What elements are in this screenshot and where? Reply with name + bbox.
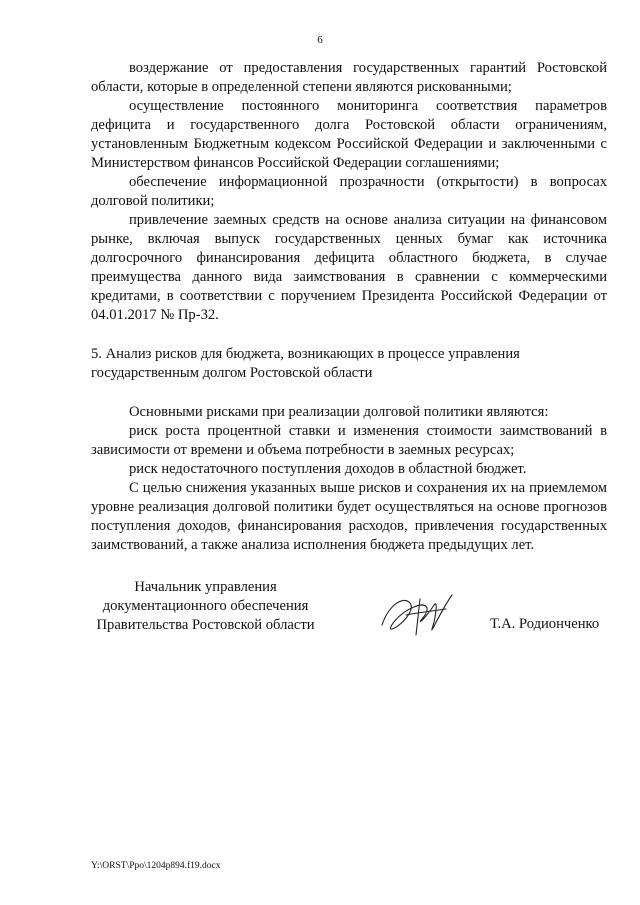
paragraph-monitoring: осуществление постоянного мониторинга соответствия параметров дефицита и государственного долга Ростовской области ограничениям, установленным Бюджетным кодексом Российской Федерации и заключенными с Министерством финансов Российской Федерации соглашениями; [91,98,607,171]
file-path: Y:\ORST\Ppo\1204p894.f19.docx [91,861,221,871]
page-number: 6 [317,34,323,46]
paragraph-main-risks: Основными рисками при реализации долговой политики являются: [129,404,549,420]
signatory-title [91,578,320,635]
document-body [91,59,607,555]
paragraph-mitigation: С целью снижения указанных выше рисков и сохранения их на приемлемом уровне реализация долговой политики будет осуществляться на основе прогнозов поступления доходов, финансирования расходов, привлечения государственных заимствований, а также анализа исполнения бюджета предыдущих лет. [91,480,607,553]
signatory-title-line: Правительства Ростовской области [96,617,315,633]
section-heading-line: государственным долгом Ростовской области [91,365,373,381]
signer-name: Т.А. Родионченко [490,616,600,632]
paragraph-revenue-risk: риск недостаточного поступления доходов в областной бюджет. [129,461,527,477]
paragraph-interest-risk: риск роста процентной ставки и изменения стоимости заимствований в зависимости от времени и объема потребности в заемных ресурсах; [91,423,607,458]
paragraph-transparency: обеспечение информационной прозрачности (открытости) в вопросах долговой политики; [91,174,607,209]
signatory-title-line: Начальник управления [134,579,277,595]
signatory-title-line: документационного обеспечения [102,598,309,614]
section-heading-line: 5. Анализ рисков для бюджета, возникающих в процессе управления [91,346,520,362]
handwritten-signature [376,585,462,641]
section-heading [91,345,607,383]
paragraph-borrowing: привлечение заемных средств на основе анализа ситуации на финансовом рынке, включая выпуск государственных ценных бумаг как источника долгосрочного финансирования дефицита областного бюджета, в случае преимущества данного вида заимствования в сравнении с коммерческими кредитами, в соответствии с поручением Президента Российской Федерации от 04.01.2017 № Пр-32. [91,212,607,323]
paragraph-guarantees: воздержание от предоставления государственных гарантий Ростовской области, которые в определенной степени являются рискованными; [91,60,607,95]
